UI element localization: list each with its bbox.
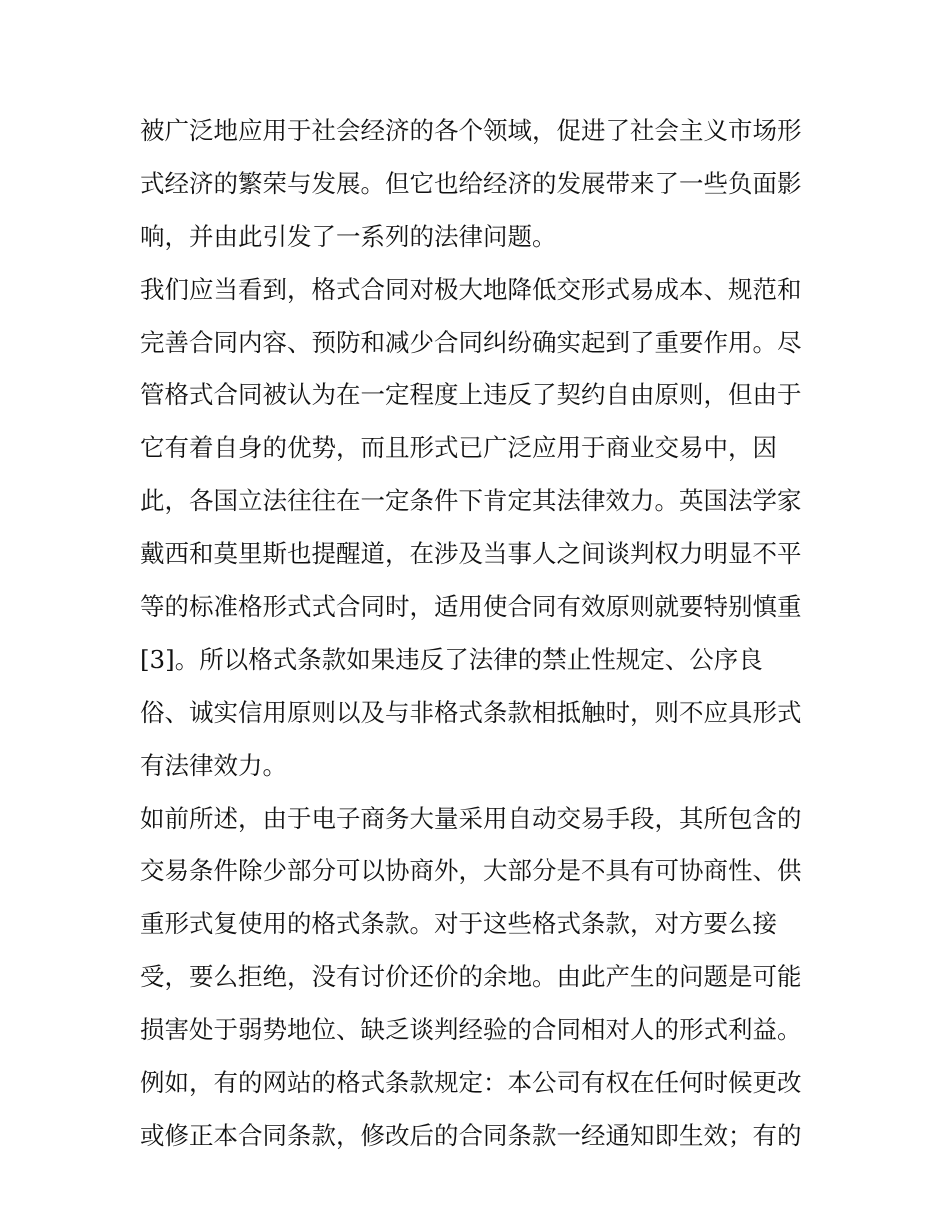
text-line: 俗、诚实信用原则以及与非格式条款相抵触时，则不应具形式 [140, 697, 802, 727]
text-line: [3]。所以格式条款如果违反了法律的禁止性规定、公序良 [140, 644, 763, 674]
text-line: 式经济的繁荣与发展。但它也给经济的发展带来了一些负面影 [140, 168, 802, 198]
text-line: 它有着自身的优势，而且形式已广泛应用于商业交易中，因 [140, 433, 777, 463]
text-line: 有法律效力。 [140, 750, 287, 780]
text-line: 重形式复使用的格式条款。对于这些格式条款，对方要么接 [140, 909, 777, 939]
text-line: 此，各国立法往往在一定条件下肯定其法律效力。英国法学家 [140, 486, 802, 516]
text-line: 损害处于弱势地位、缺乏谈判经验的合同相对人的形式利益。 [140, 1015, 802, 1045]
text-line: 管格式合同被认为在一定程度上违反了契约自由原则，但由于 [140, 380, 802, 410]
text-line: 或修正本合同条款，修改后的合同条款一经通知即生效；有的 [140, 1120, 802, 1150]
text-line: 交易条件除少部分可以协商外，大部分是不具有可协商性、供 [140, 856, 802, 886]
text-line: 响，并由此引发了一系列的法律问题。 [140, 221, 557, 251]
text-line: 如前所述，由于电子商务大量采用自动交易手段，其所包含的 [140, 803, 802, 833]
text-line: 受，要么拒绝，没有讨价还价的余地。由此产生的问题是可能 [140, 962, 802, 992]
text-line: 等的标准格形式式合同时，适用使合同有效原则就要特别慎重 [140, 592, 802, 622]
text-line: 例如，有的网站的格式条款规定：本公司有权在任何时候更改 [140, 1068, 802, 1098]
text-line: 被广泛地应用于社会经济的各个领域，促进了社会主义市场形 [140, 116, 802, 145]
text-line: 我们应当看到，格式合同对极大地降低交形式易成本、规范和 [140, 274, 802, 304]
text-line: 戴西和莫里斯也提醒道，在涉及当事人之间谈判权力明显不平 [140, 539, 802, 569]
body-text [140, 105, 820, 1163]
text-line: 完善合同内容、预防和减少合同纠纷确实起到了重要作用。尽 [140, 327, 802, 357]
